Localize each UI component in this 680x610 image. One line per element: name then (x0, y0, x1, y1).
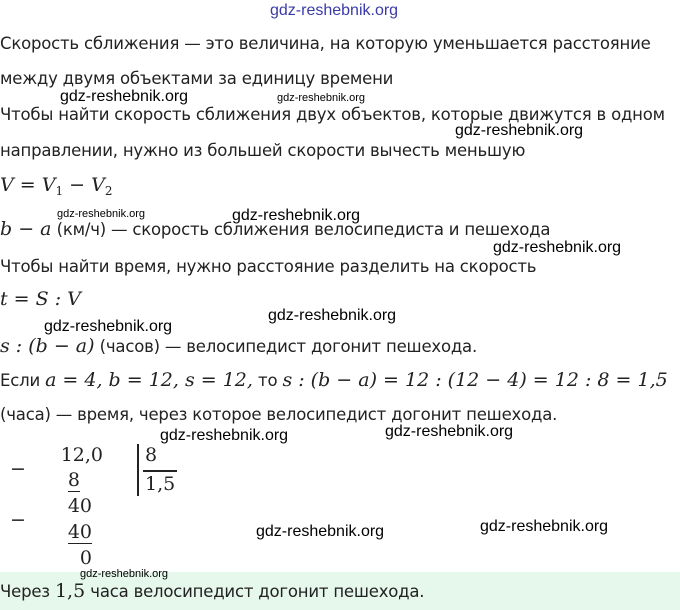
result-explanation-line: (часа) — время, через которое велосипедист догонит пешехода. (0, 405, 558, 424)
watermark-small: gdz-reshebnik.org (277, 92, 366, 104)
time-rule-line: Чтобы найти время, нужно расстояние разделить на скорость (0, 257, 537, 276)
watermark: gdz-reshebnik.org (480, 518, 609, 535)
calculation-line (0, 369, 668, 391)
answer-prefix: Через (0, 582, 50, 601)
formula-s-div-ba: s : (b − a) (0, 335, 95, 357)
division-minus-2: − (10, 509, 26, 531)
watermark: gdz-reshebnik.org (493, 239, 622, 256)
watermark: gdz-reshebnik.org (44, 318, 173, 335)
watermark: gdz-reshebnik.org (60, 88, 189, 105)
division-subtrahend-2: 40 (67, 521, 92, 543)
calc-condition: a = 4, b = 12, s = 12, (45, 369, 253, 391)
formula-time: t = S : V (0, 288, 81, 310)
watermark-small: gdz-reshebnik.org (57, 208, 146, 220)
definition-line-2: между двумя объектами за единицу времени (0, 69, 394, 88)
watermark: gdz-reshebnik.org (232, 207, 361, 224)
division-minus-1: − (10, 458, 26, 480)
calc-prefix: Если (0, 371, 40, 390)
watermark-small: gdz-reshebnik.org (80, 568, 169, 580)
division-remainder-2: 0 (79, 547, 92, 569)
time-expression-line (0, 335, 477, 357)
division-divisor: 8 (145, 444, 158, 466)
watermark: gdz-reshebnik.org (160, 427, 289, 444)
watermark: gdz-reshebnik.org (256, 523, 385, 540)
answer-line (0, 580, 424, 602)
time-expression-text: (часов) — велосипедист догонит пешехода. (99, 337, 478, 356)
division-quotient: 1,5 (145, 473, 176, 495)
watermark: gdz-reshebnik.org (455, 122, 584, 139)
division-bracket-horizontal (143, 470, 177, 472)
division-subtrahend-1: 8 (67, 469, 80, 491)
watermark: gdz-reshebnik.org (268, 307, 397, 324)
formula-b-minus-a: b − a (0, 218, 52, 240)
formula-speed: $V = V_1 - V_2$ (0, 174, 113, 198)
division-dividend: 12,0 (60, 444, 103, 466)
rule-line-1: Чтобы найти скорость сближения двух объектов, которые движутся в одном (0, 105, 665, 124)
answer-value: 1,5 (54, 580, 86, 602)
watermark: gdz-reshebnik.org (385, 423, 514, 440)
definition-line-1: Скорость сближения — это величина, на которую уменьшается расстояние (0, 34, 651, 53)
calc-then: то (258, 371, 278, 390)
rule-line-2: направлении, нужно из большей скорости вычесть меньшую (0, 141, 526, 160)
division-bracket-vertical (137, 444, 139, 496)
watermark-top: gdz-reshebnik.org (270, 2, 399, 19)
calc-expression: s : (b − a) = 12 : (12 − 4) = 12 : 8 = 1,5 (282, 369, 668, 391)
approach-speed-text: (км/ч) — скорость сближения велосипедиста и пешехода (56, 220, 551, 239)
answer-suffix: часа велосипедист догонит пешехода. (90, 582, 425, 601)
division-remainder-1: 40 (67, 495, 92, 517)
